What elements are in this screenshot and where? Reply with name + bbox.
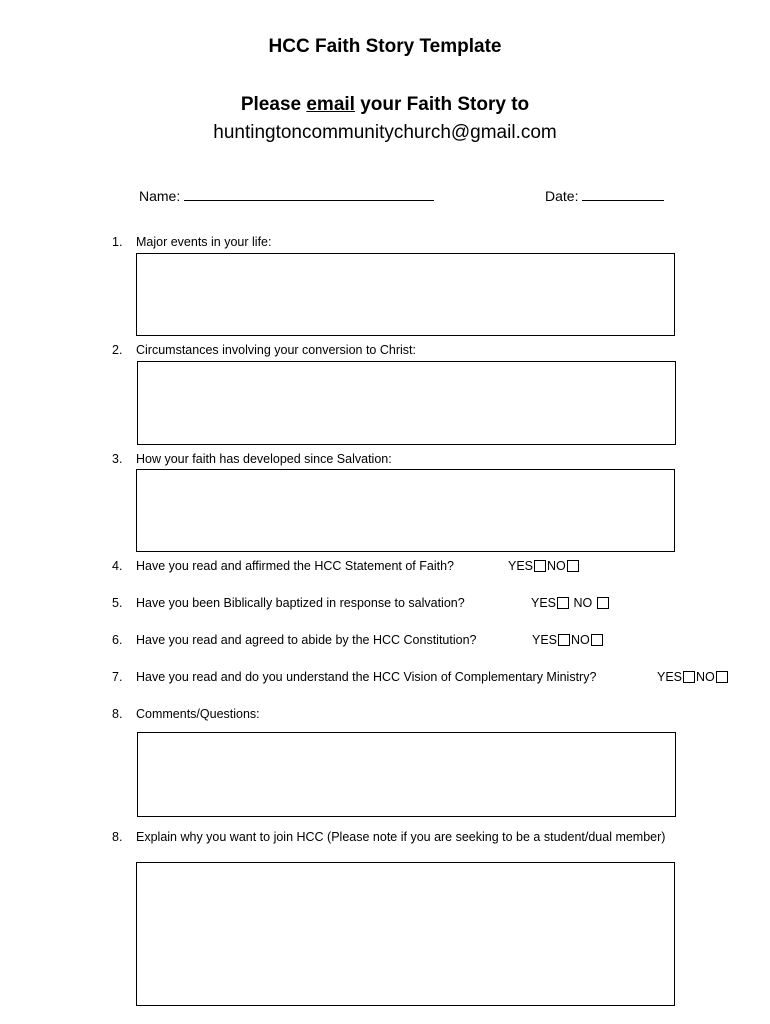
contact-email: huntingtoncommunitychurch@gmail.com	[213, 122, 557, 143]
question-8-join: 8. Explain why you want to join HCC (Please note if you are seeking to be a student/dual member)	[112, 830, 666, 844]
yes-no-4: YES NO	[508, 559, 580, 573]
yes-checkbox-4[interactable]	[534, 560, 546, 572]
yes-no-7: YES NO	[657, 670, 729, 684]
question-6: 6. Have you read and agreed to abide by the HCC Constitution?	[112, 633, 477, 647]
no-checkbox-7[interactable]	[716, 671, 728, 683]
subtitle-prefix: Please	[240, 94, 307, 115]
question-8-comments: 8. Comments/Questions:	[112, 707, 260, 721]
question-7: 7. Have you read and do you understand the HCC Vision of Complementary Ministry?	[112, 670, 597, 684]
answer-box-comments[interactable]	[137, 732, 676, 817]
yes-checkbox-5[interactable]	[557, 597, 569, 609]
subtitle-email-word: email	[306, 94, 355, 115]
name-label: Name:	[139, 188, 181, 204]
question-4: 4. Have you read and affirmed the HCC Statement of Faith?	[112, 559, 454, 573]
answer-box-1[interactable]	[136, 253, 675, 336]
no-checkbox-5[interactable]	[597, 597, 609, 609]
subtitle-suffix: your Faith Story to	[354, 94, 530, 115]
no-checkbox-4[interactable]	[567, 560, 579, 572]
answer-box-2[interactable]	[137, 361, 676, 445]
answer-box-3[interactable]	[136, 469, 675, 552]
question-5: 5. Have you been Biblically baptized in response to salvation?	[112, 596, 465, 610]
answer-box-join[interactable]	[136, 862, 675, 1006]
date-field[interactable]	[545, 186, 664, 204]
yes-no-5: YES NO	[531, 596, 610, 610]
date-blank-line[interactable]	[582, 186, 664, 201]
question-2: 2. Circumstances involving your conversion to Christ:	[112, 343, 416, 357]
question-1: 1. Major events in your life:	[112, 235, 272, 249]
subtitle	[0, 94, 770, 116]
yes-no-6: YES NO	[532, 633, 604, 647]
name-blank-line[interactable]	[184, 186, 434, 201]
question-3: 3. How your faith has developed since Salvation:	[112, 452, 392, 466]
yes-checkbox-6[interactable]	[558, 634, 570, 646]
name-field[interactable]	[139, 186, 434, 204]
page-title: HCC Faith Story Template	[268, 36, 502, 57]
no-checkbox-6[interactable]	[591, 634, 603, 646]
date-label: Date:	[545, 188, 579, 204]
yes-checkbox-7[interactable]	[683, 671, 695, 683]
